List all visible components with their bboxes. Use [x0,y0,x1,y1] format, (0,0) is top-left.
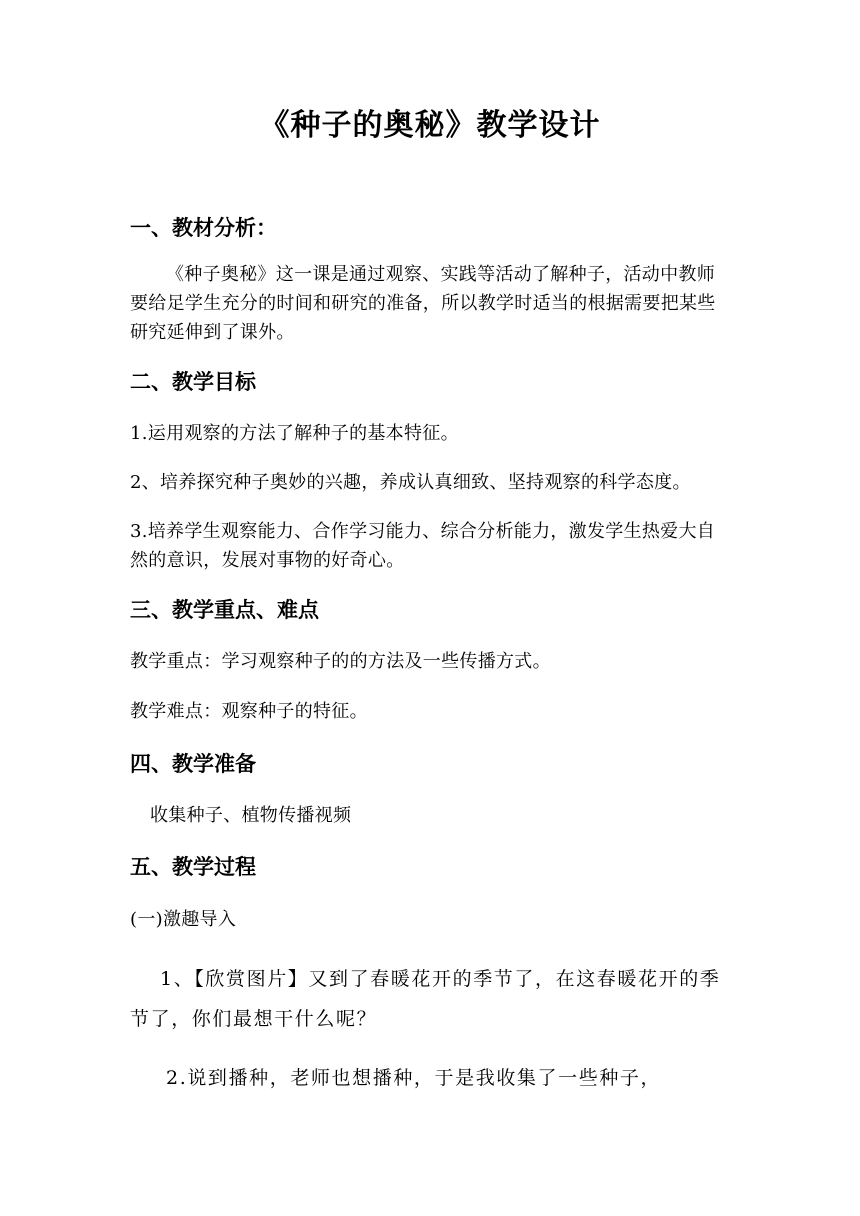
section-heading-analysis: 一、教材分析： [130,216,277,240]
objective-item-1: 1.运用观察的方法了解种子的基本特征。 [130,423,459,444]
objective-item-3: 3.培养学生观察能力、合作学习能力、综合分析能力，激发学生热爱大自然的意识，发展对事物的好奇心。 [130,521,716,571]
document-title: 《种子的奥秘》教学设计 [259,108,601,143]
section-heading-preparation: 四、教学准备 [130,752,256,776]
section-heading-objectives: 二、教学目标 [130,370,256,394]
paragraph-analysis: 《种子奥秘》这一课是通过观察、实践等活动了解种子，活动中教师要给足学生充分的时间和研究的准备，所以教学时适当的根据需要把某些研究延伸到了课外。 [130,264,716,343]
objective-item-2: 2、培养探究种子奥妙的兴趣，养成认真细致、坚持观察的科学态度。 [130,472,691,493]
section-heading-key-points: 三、教学重点、难点 [130,598,319,622]
process-item-1: 1、【欣赏图片】又到了春暖花开的季节了，在这春暖花开的季节了，你们最想干什么呢？ [130,968,721,1030]
key-point-item: 教学重点：学习观察种子的的方法及一些传播方式。 [130,651,551,672]
process-subheading: (一)激趣导入 [130,909,237,930]
process-item-2: 2.说到播种，老师也想播种，于是我收集了一些种子， [166,1067,662,1089]
section-heading-process: 五、教学过程 [130,855,256,879]
paragraph-preparation: 收集种子、植物传播视频 [150,805,352,826]
difficulty-item: 教学难点：观察种子的特征。 [130,701,368,722]
